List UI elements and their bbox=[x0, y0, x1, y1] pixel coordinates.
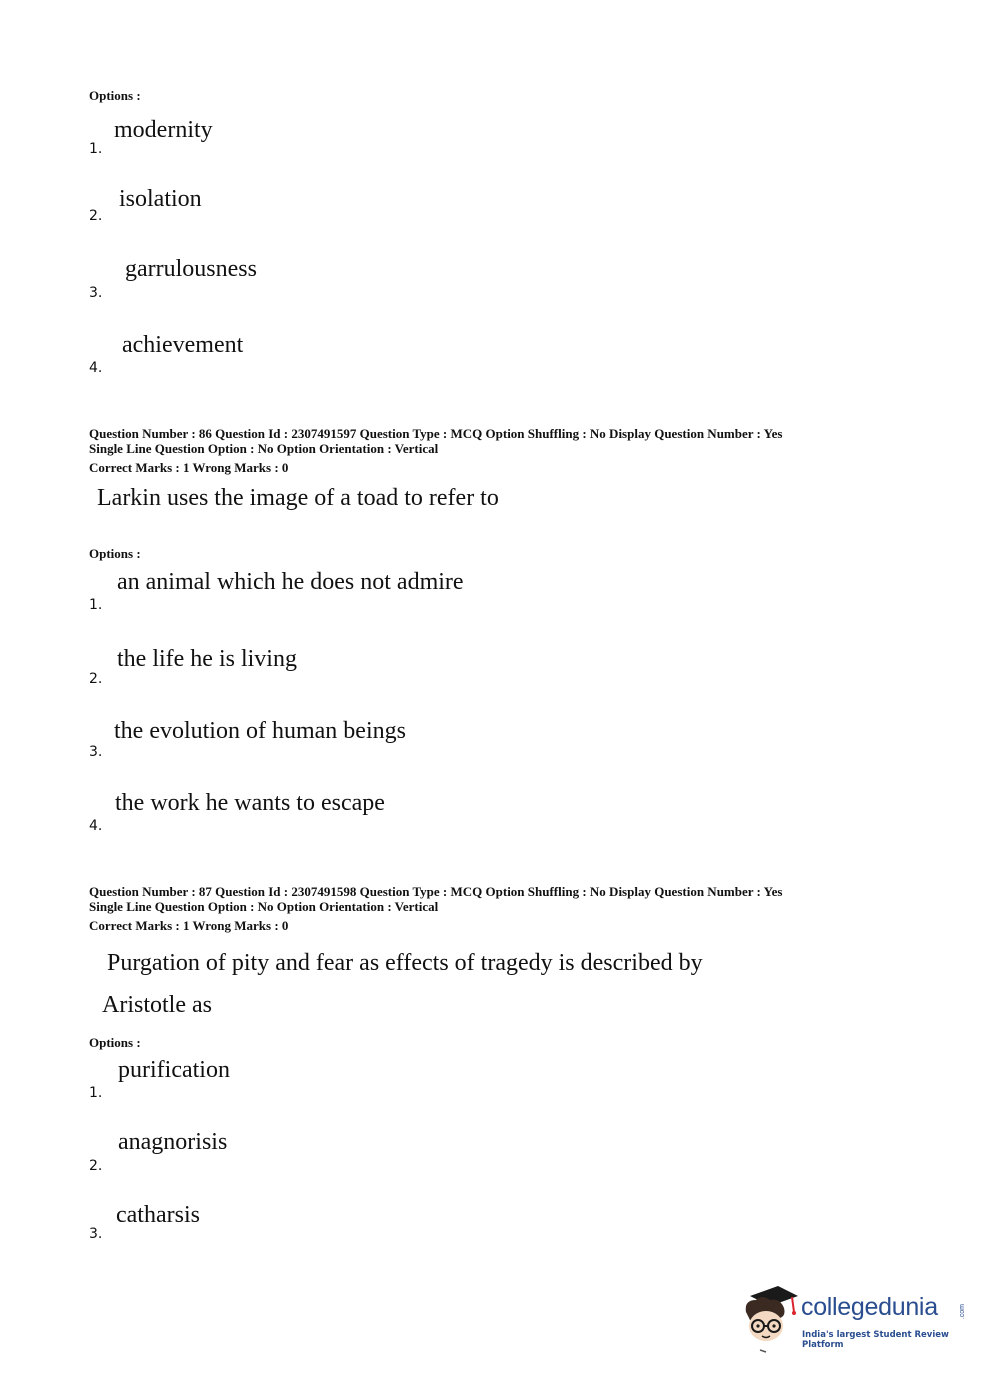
logo-brand-text: collegedunia bbox=[801, 1293, 938, 1321]
question-meta: Single Line Question Option : No Option Orientation : Vertical bbox=[89, 441, 439, 456]
option-text: isolation bbox=[119, 186, 202, 212]
option-text: garrulousness bbox=[125, 256, 257, 282]
option-number: 3. bbox=[89, 744, 103, 760]
option-text: modernity bbox=[114, 117, 213, 143]
option-number: 1. bbox=[89, 597, 103, 613]
logo-suffix: .com bbox=[959, 1304, 966, 1320]
options-label: Options : bbox=[89, 88, 141, 103]
logo-tagline: India's largest Student Review Platform bbox=[802, 1330, 949, 1350]
question-marks: Correct Marks : 1 Wrong Marks : 0 bbox=[89, 460, 289, 475]
question-marks: Correct Marks : 1 Wrong Marks : 0 bbox=[89, 918, 289, 933]
question-meta: Single Line Question Option : No Option Orientation : Vertical bbox=[89, 899, 439, 914]
option-text: achievement bbox=[122, 332, 244, 358]
option-text: purification bbox=[118, 1057, 230, 1083]
option-number: 2. bbox=[89, 1158, 103, 1174]
question-text: Aristotle as bbox=[102, 992, 212, 1018]
options-label: Options : bbox=[89, 546, 141, 561]
option-number: 2. bbox=[89, 671, 103, 687]
option-text: the work he wants to escape bbox=[115, 790, 385, 816]
option-number: 1. bbox=[89, 1085, 103, 1101]
option-text: the life he is living bbox=[117, 646, 297, 672]
question-text: Purgation of pity and fear as effects of tragedy is described by bbox=[107, 950, 703, 976]
question-text: Larkin uses the image of a toad to refer to bbox=[97, 485, 499, 511]
option-text: anagnorisis bbox=[118, 1129, 228, 1155]
option-number: 3. bbox=[89, 285, 103, 301]
question-meta: Question Number : 86 Question Id : 2307491597 Question Type : MCQ Option Shuffling : No Display Question Number : Yes bbox=[89, 426, 783, 441]
mascot-icon bbox=[740, 1282, 802, 1354]
option-number: 1. bbox=[89, 141, 103, 157]
option-number: 4. bbox=[89, 818, 103, 834]
option-text: an animal which he does not admire bbox=[117, 569, 464, 595]
options-label: Options : bbox=[89, 1035, 141, 1050]
option-text: catharsis bbox=[116, 1202, 200, 1228]
option-number: 2. bbox=[89, 208, 103, 224]
question-meta: Question Number : 87 Question Id : 2307491598 Question Type : MCQ Option Shuffling : No Display Question Number : Yes bbox=[89, 884, 783, 899]
option-number: 3. bbox=[89, 1226, 103, 1242]
collegedunia-logo bbox=[740, 1282, 980, 1354]
option-number: 4. bbox=[89, 360, 103, 376]
option-text: the evolution of human beings bbox=[114, 718, 406, 744]
